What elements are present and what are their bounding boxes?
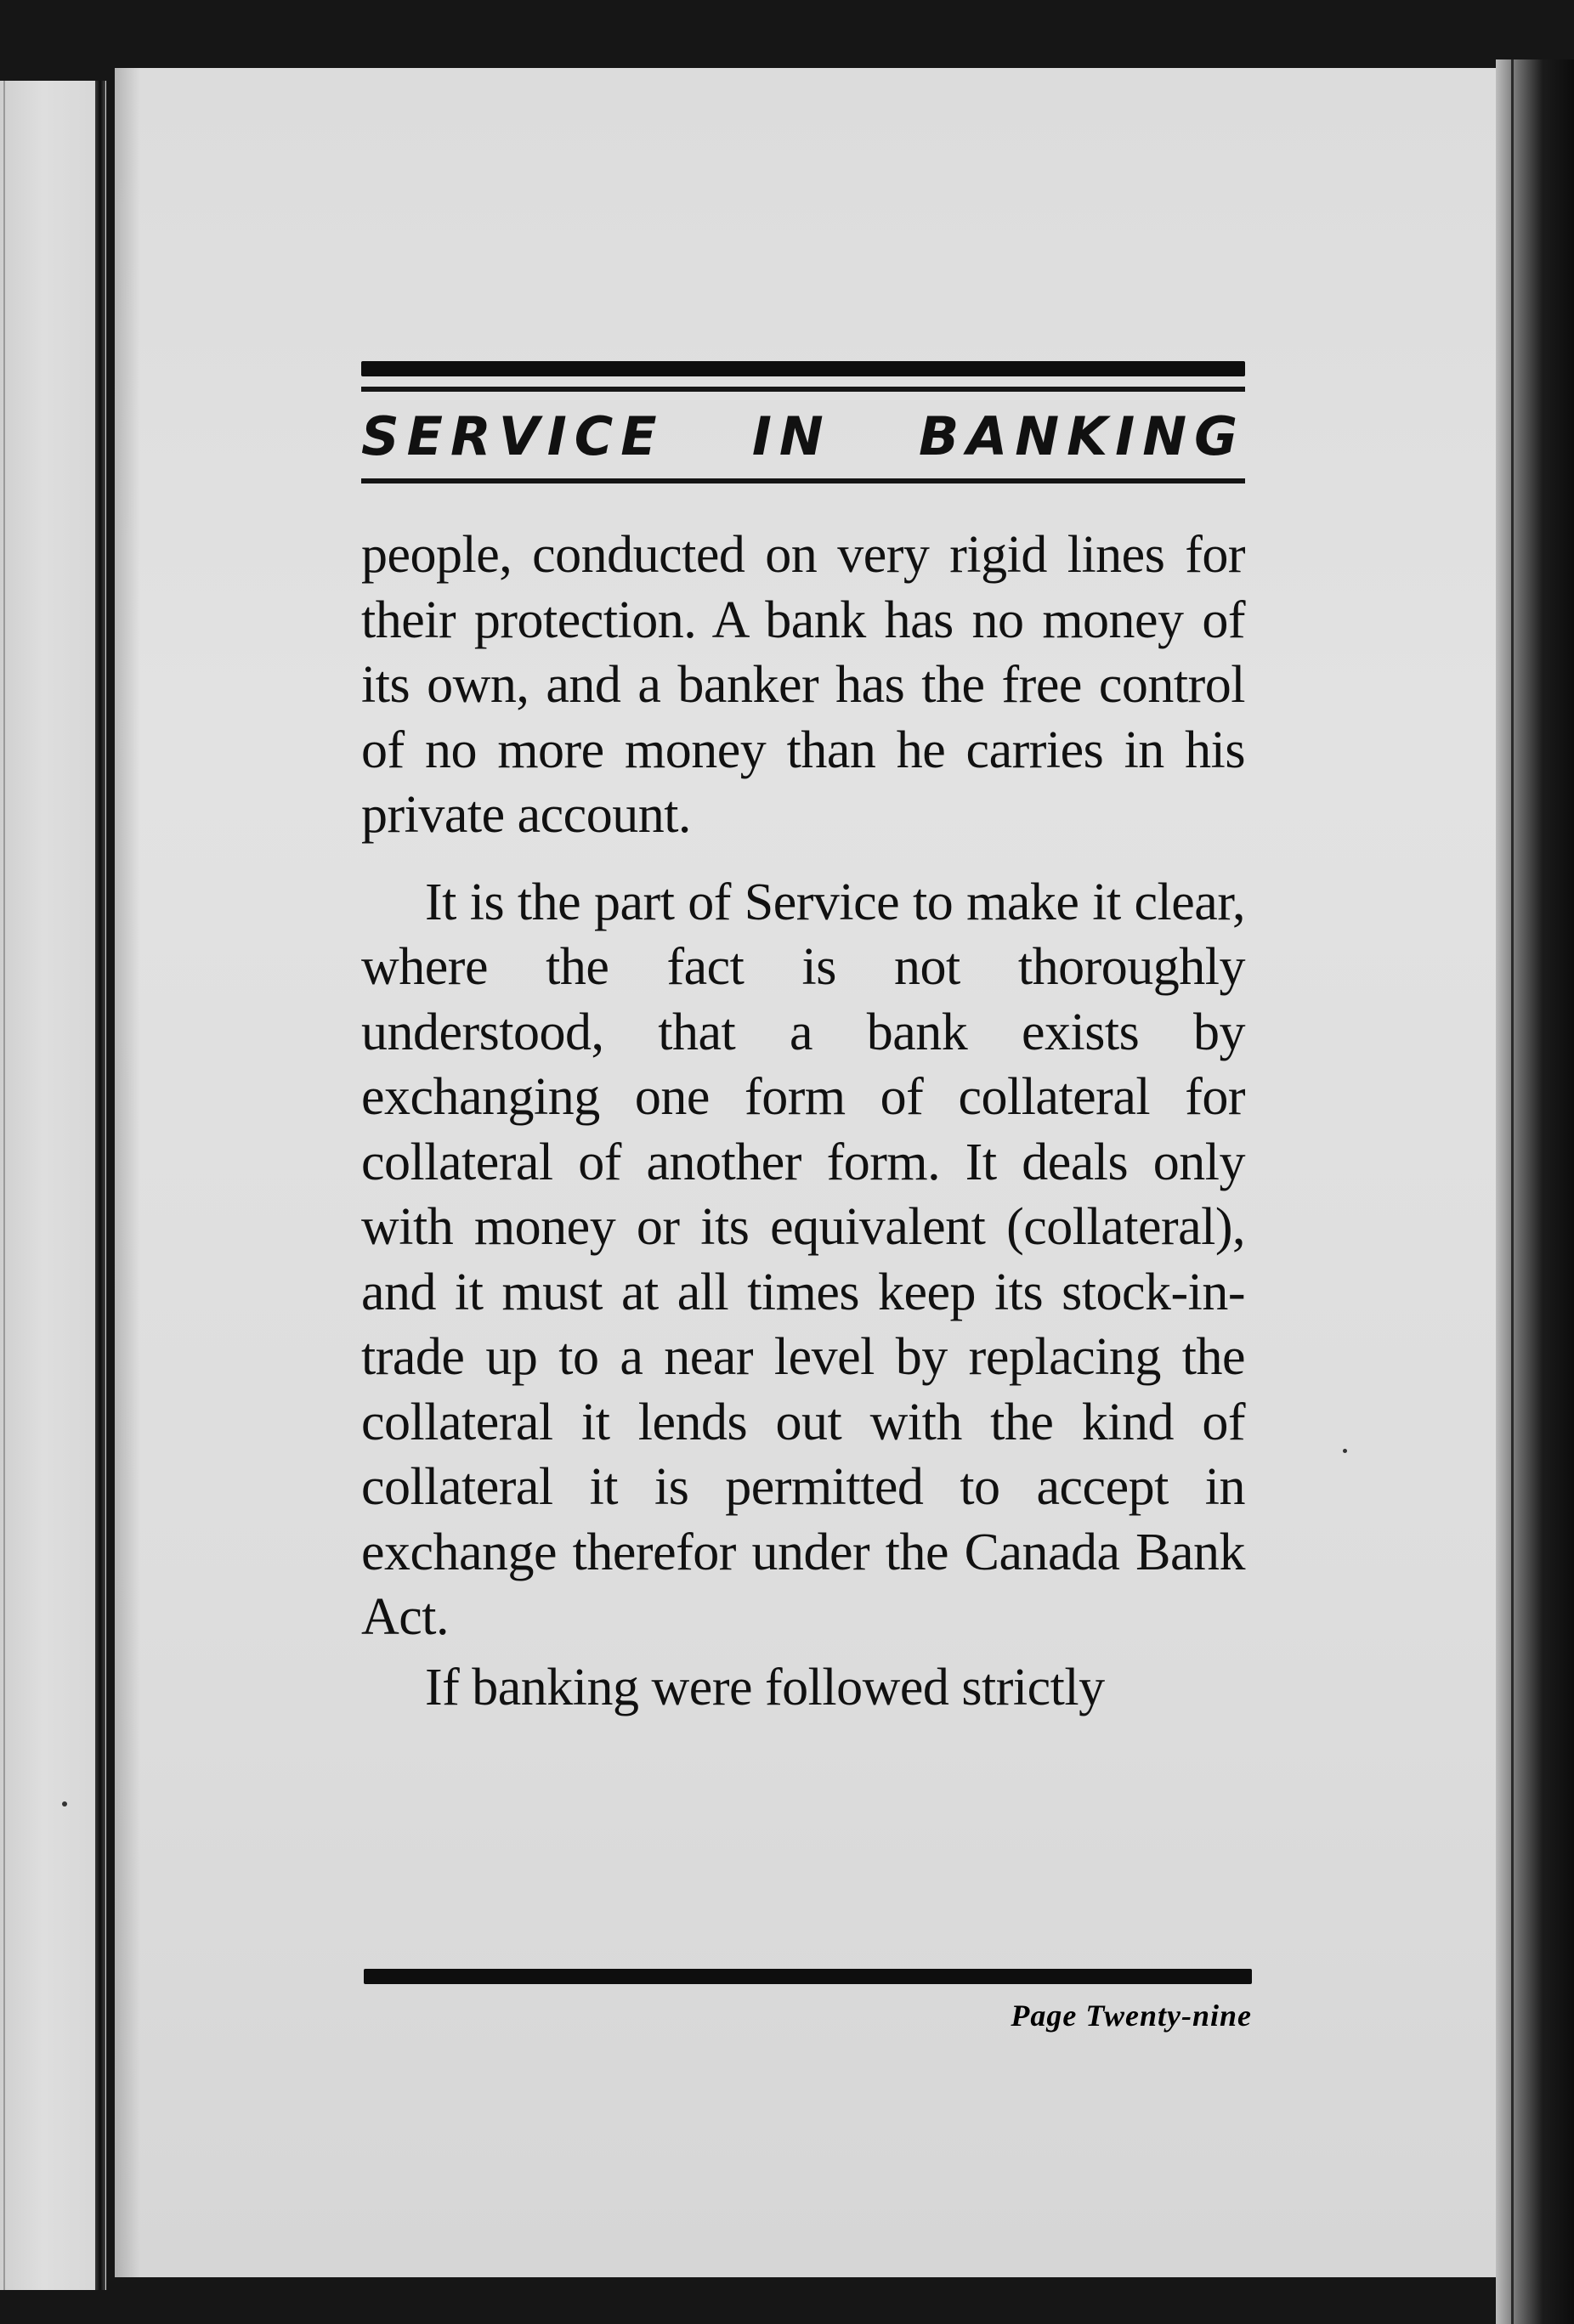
paragraph: It is the part of Service to make it clear, where the fact is not thoroughly understood, that a bank exists by exchanging one form of collateral for collateral of another form. It deals only with money or its equivalent (collateral), and it must at all times keep its stock-in-trade up to a near level by replacing the collateral it lends out with the kind of collateral it is permitted to accept in exchange therefor under the Canada Bank Act.: [361, 873, 1245, 1646]
body-text: [361, 523, 1245, 1720]
header-rule-under: [361, 478, 1245, 483]
running-head-word: BANKING: [918, 405, 1245, 467]
page-footer: [364, 1969, 1252, 2033]
paragraph: people, conducted on very rigid lines for their protection. A bank has no money of its own, and a banker has the free control of no more money than he carries in his private account.: [361, 526, 1245, 844]
page-number: Page Twenty-nine: [1011, 1999, 1252, 2033]
page-content: [361, 361, 1245, 1720]
running-head-word: IN: [751, 405, 831, 467]
page-edge-line: [1511, 59, 1514, 2324]
adjacent-page-edge: [0, 81, 106, 2290]
gutter-shadow: [115, 68, 140, 2277]
running-head: [361, 405, 1245, 467]
footer-rule: [364, 1969, 1252, 1984]
paragraph: If banking were followed strictly: [425, 1658, 1105, 1716]
right-page-edge: [1496, 59, 1574, 2324]
header-rule-thick: [361, 361, 1245, 376]
header-rule-thin: [361, 387, 1245, 392]
page-edge-line: [3, 81, 5, 2290]
running-head-word: SERVICE: [361, 405, 665, 467]
binding-gutter: [95, 81, 105, 2290]
dust-speck: [62, 1801, 67, 1807]
dust-speck: [1343, 1449, 1347, 1453]
